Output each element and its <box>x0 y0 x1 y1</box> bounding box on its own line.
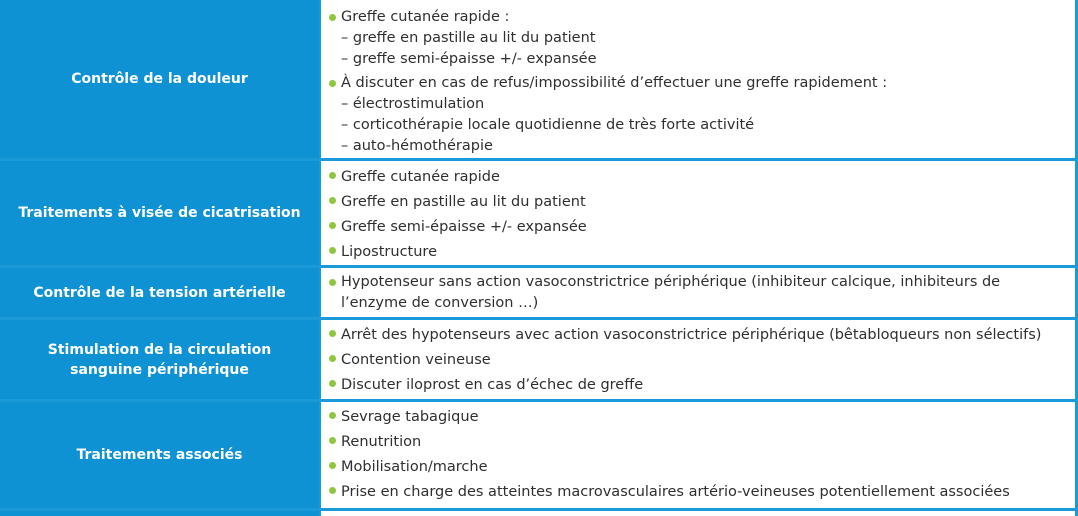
bullet-icon <box>329 462 336 469</box>
bullet-icon <box>329 412 336 419</box>
list-item: Renutrition <box>329 430 1075 455</box>
row-header: Stimulation de la circulation sanguine périphérique <box>0 320 319 399</box>
table-row <box>0 511 1078 516</box>
list-item: Contention veineuse <box>329 348 1075 373</box>
bullet-icon <box>329 172 336 179</box>
row-content <box>321 268 1075 317</box>
bullet-icon <box>329 222 336 229</box>
sub-item: – électrostimulation <box>341 96 485 112</box>
row-header: Traitements à visée de cicatrisation <box>0 161 319 265</box>
row-content <box>321 161 1075 265</box>
list-item: Prise en charge des atteintes macrovasculaires artério-veineuses potentiellement associées <box>329 480 1075 505</box>
row-header: Traitements associés <box>0 402 319 508</box>
table-row <box>0 0 1078 158</box>
list-item: Greffe en pastille au lit du patient <box>329 190 1075 215</box>
row-header: Contrôle de la douleur <box>0 0 319 158</box>
list-item: Sevrage tabagique <box>329 405 1075 430</box>
row-content <box>321 0 1075 158</box>
bullet-icon <box>329 279 336 286</box>
bullet-icon <box>329 355 336 362</box>
list-item: Arrêt des hypotenseurs avec action vasoconstrictrice périphérique (bêtabloqueurs non sélectifs) <box>329 323 1075 348</box>
list-item: Greffe semi-épaisse +/- expansée <box>329 215 1075 240</box>
table-row <box>0 320 1078 399</box>
sub-item: – greffe en pastille au lit du patient <box>341 30 596 46</box>
row-header <box>0 511 319 516</box>
bullet-icon <box>329 80 336 87</box>
row-content <box>321 320 1075 399</box>
list-item: À discuter en cas de refus/impossibilité d’effectuer une greffe rapidement : <box>329 73 1075 94</box>
bullet-icon <box>329 247 336 254</box>
table-row <box>0 268 1078 317</box>
sub-item: – corticothérapie locale quotidienne de très forte activité <box>341 117 755 133</box>
list-item: Hypotenseur sans action vasoconstrictrice périphérique (inhibiteur calcique, inhibiteurs de l’enzyme de conversion …) <box>329 272 1057 314</box>
bullet-icon <box>329 380 336 387</box>
bullet-icon <box>329 197 336 204</box>
table-row <box>0 161 1078 265</box>
row-header: Contrôle de la tension artérielle <box>0 268 319 317</box>
list-item: Discuter iloprost en cas d’échec de greffe <box>329 373 1075 398</box>
table-row <box>0 402 1078 508</box>
list-item: Greffe cutanée rapide : <box>329 7 1075 28</box>
list-item: Greffe cutanée rapide <box>329 165 1075 190</box>
sub-item: – auto-hémothérapie <box>341 138 493 154</box>
bullet-icon <box>329 14 336 21</box>
bullet-icon <box>329 487 336 494</box>
sub-item: – greffe semi-épaisse +/- expansée <box>341 51 597 67</box>
row-content <box>321 511 1075 516</box>
list-item: Mobilisation/marche <box>329 455 1075 480</box>
row-content <box>321 402 1075 508</box>
bullet-icon <box>329 330 336 337</box>
bullet-icon <box>329 437 336 444</box>
list-item: Lipostructure <box>329 240 1075 265</box>
